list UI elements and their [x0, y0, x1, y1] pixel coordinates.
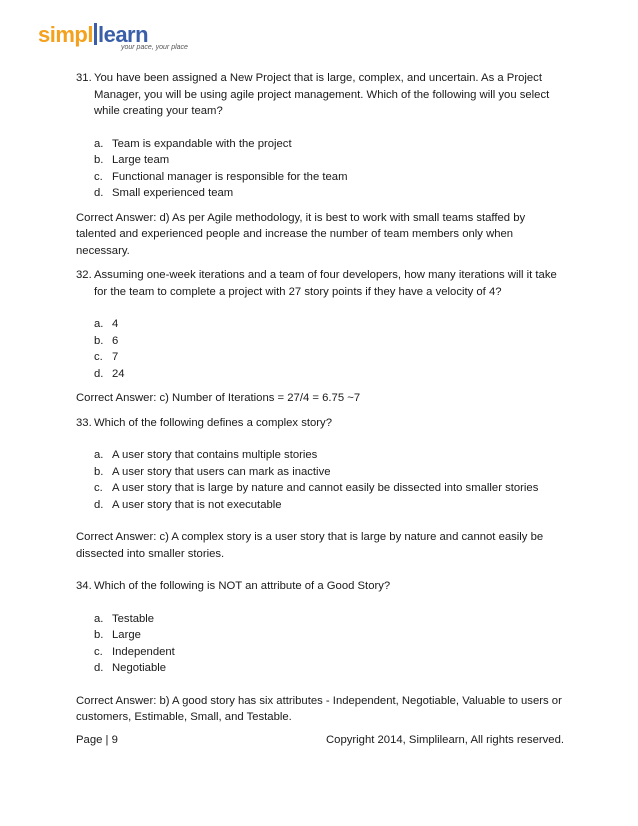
option-item: b. Large: [94, 629, 141, 641]
logo-tagline: your pace, your place: [121, 44, 188, 51]
correct-answer: Correct Answer: c) Number of Iterations = 27/4 = 6.75 ~7: [76, 392, 361, 404]
option-item: c. A user story that is large by nature and cannot easily be dissected into smaller stories: [94, 482, 539, 494]
question-text: Which of the following defines a complex story?: [94, 416, 332, 429]
options-list: [76, 611, 562, 677]
option-item: b. Large team: [94, 154, 170, 166]
logo-wordmark: simpl learn: [38, 22, 149, 47]
option-item: a. Testable: [94, 612, 155, 625]
option-item: a. Team is expandable with the project: [94, 137, 292, 150]
question-number: 34.: [76, 580, 92, 592]
options-list: [76, 316, 562, 382]
question-number: 32.: [76, 269, 92, 281]
question-number: 33.: [76, 416, 92, 429]
question-34: [76, 578, 562, 595]
simplilearn-logo: [38, 22, 188, 58]
correct-answer: Correct Answer: b) A good story has six attributes - Independent, Negotiable, Valuable to users or customers, Estimable, Small, and Testable.: [76, 694, 562, 723]
question-text: Assuming one-week iterations and a team of four developers, how many iterations will it take for the team to complete a project with 27 story points if they have a velocity of 4?: [94, 269, 557, 298]
question-33: [76, 415, 562, 432]
page-content: [76, 70, 562, 726]
option-item: b. A user story that users can mark as inactive: [94, 465, 331, 478]
question-31: [76, 70, 562, 120]
option-item: c. Functional manager is responsible for the team: [94, 170, 348, 183]
question-number: 31.: [76, 72, 92, 84]
option-item: d. Negotiable: [94, 662, 167, 674]
options-list: [76, 447, 562, 513]
correct-answer: Correct Answer: d) As per Agile methodology, it is best to work with small teams staffed by talented and experienced people and increase the number of team members only when necessary.: [76, 211, 526, 257]
option-item: c. Independent: [94, 645, 175, 658]
option-item: d. A user story that is not executable: [94, 498, 282, 511]
options-list: [76, 136, 562, 202]
page-number: Page | 9: [76, 734, 118, 746]
option-item: a. 4: [94, 318, 119, 330]
question-32: [76, 267, 562, 300]
logo-divider: [94, 23, 97, 45]
question-text: You have been assigned a New Project that is large, complex, and uncertain. As a Project Manager, you will be using agile project management. Which of the following will you select while creating your team?: [94, 72, 550, 117]
option-item: d. 24: [94, 367, 125, 380]
option-item: b. 6: [94, 334, 119, 347]
copyright-notice: Copyright 2014, Simplilearn, All rights reserved.: [326, 734, 564, 746]
option-item: c. 7: [94, 351, 119, 363]
correct-answer: Correct Answer: c) A complex story is a user story that is large by nature and cannot easily be dissected into smaller stories.: [76, 531, 544, 560]
option-item: a. A user story that contains multiple stories: [94, 449, 318, 461]
option-item: d. Small experienced team: [94, 187, 234, 199]
question-text: Which of the following is NOT an attribute of a Good Story?: [94, 580, 391, 592]
